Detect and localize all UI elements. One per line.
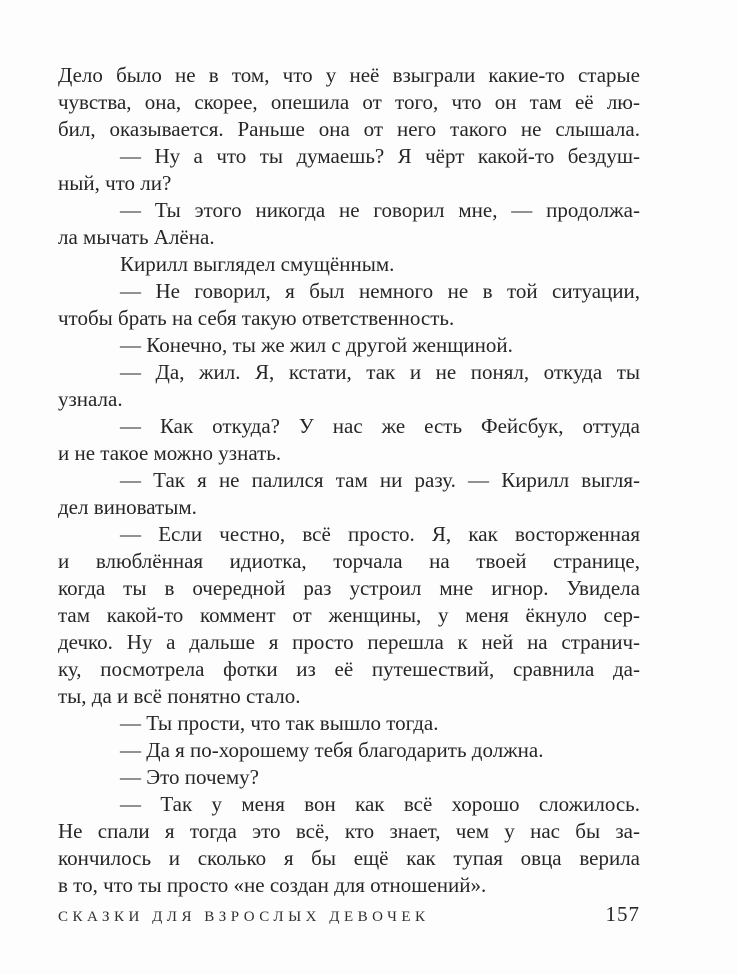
text-line: узнала.	[58, 387, 123, 411]
text-line: дечко. Ну а дальше я просто перешла к ней на странич-	[58, 630, 640, 654]
text-line: — Ну а что ты думаешь? Я чёрт какой-то бездуш-	[120, 144, 640, 168]
text-line: — Так у меня вон как всё хорошо сложилось.	[120, 792, 640, 816]
page-footer	[58, 902, 640, 927]
text-line: Кирилл выглядел смущённым.	[120, 252, 395, 276]
text-line: ла мычать Алёна.	[58, 225, 215, 249]
text-line: и не такое можно узнать.	[58, 441, 282, 465]
text-line: — Не говорил, я был немного не в той ситуации,	[120, 279, 640, 303]
text-line: ты, да и всё понятно стало.	[58, 684, 301, 708]
text-line: кончилось и сколько я бы ещё как тупая овца верила	[58, 846, 640, 870]
text-line: и влюблённая идиотка, торчала на твоей странице,	[58, 549, 640, 573]
text-line: — Если честно, всё просто. Я, как восторженная	[120, 522, 640, 546]
text-line: дел виноватым.	[58, 495, 197, 519]
text-line: — Так я не палился там ни разу. — Кирилл выгля-	[120, 468, 640, 492]
text-line: Дело было не в том, что у неё взыграли какие-то старые	[58, 63, 640, 87]
text-line: бил, оказывается. Раньше она от него такого не слышала.	[58, 117, 640, 141]
running-head-title: СКАЗКИ ДЛЯ ВЗРОСЛЫХ ДЕВОЧЕК	[58, 909, 430, 925]
text-line: когда ты в очередной раз устроил мне игнор. Увидела	[58, 576, 640, 600]
text-block	[58, 62, 640, 899]
text-line: — Ты прости, что так вышло тогда.	[120, 711, 439, 735]
text-line: — Как откуда? У нас же есть Фейсбук, оттуда	[120, 414, 640, 438]
text-line: там какой-то коммент от женщины, у меня ёкнуло сер-	[58, 603, 640, 627]
text-line: ку, посмотрела фотки из её путешествий, сравнила да-	[58, 657, 640, 681]
text-line: — Да я по-хорошему тебя благодарить должна.	[120, 738, 544, 762]
text-line: чувства, она, скорее, опешила от того, что он там её лю-	[58, 90, 640, 114]
text-line: — Ты этого никогда не говорил мне, — продолжа-	[120, 198, 640, 222]
text-line: — Это почему?	[120, 765, 259, 789]
text-line: Не спали я тогда это всё, кто знает, чем у нас бы за-	[58, 819, 640, 843]
page-number: 157	[605, 902, 640, 926]
text-line: в то, что ты просто «не создан для отношений».	[58, 873, 487, 897]
text-line: ный, что ли?	[58, 171, 172, 195]
text-line: — Да, жил. Я, кстати, так и не понял, откуда ты	[120, 360, 640, 384]
text-line: — Конечно, ты же жил с другой женщиной.	[120, 333, 513, 357]
text-line: чтобы брать на себя такую ответственность.	[58, 306, 455, 330]
